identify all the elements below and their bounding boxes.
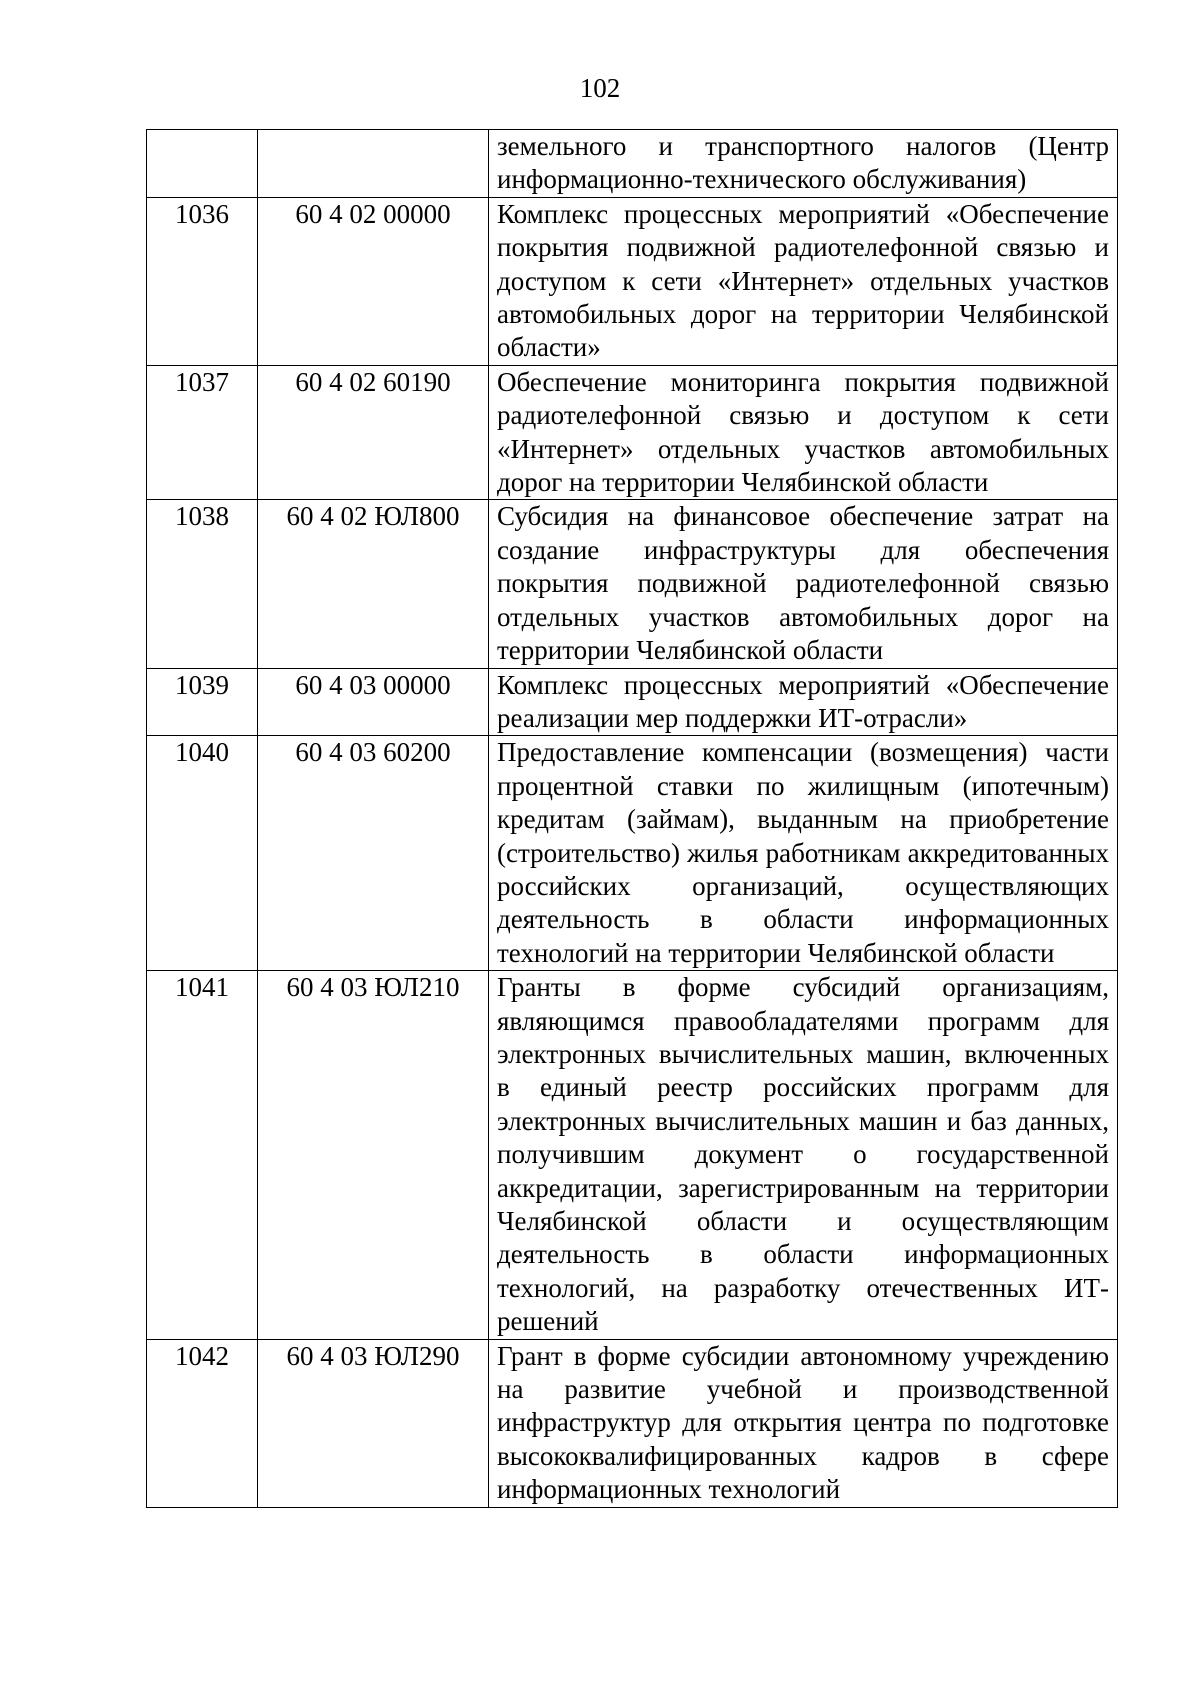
- row-number-cell: [147, 130, 258, 198]
- classification-code-cell: 60 4 03 ЮЛ210: [258, 971, 489, 1339]
- description-cell: Гранты в форме субсидий организациям, являющимся правообладателями программ для электронных вычислительных машин, включенных в единый реестр российских программ для электронных вычислительных машин и баз данных, получившим документ о государственной аккредитации, зарегистрированным на территории Челябинской области и осуществляющим деятельность в области информационных технологий, на разработку отечественных ИТ-решений: [489, 971, 1118, 1339]
- budget-classification-table: [146, 129, 1118, 1508]
- table-row: [147, 736, 1118, 971]
- description-cell: Грант в форме субсидии автономному учреждению на развитие учебной и производственной инфраструктур для открытия центра по подготовке высококвалифицированных кадров в сфере информационных технологий: [489, 1339, 1118, 1507]
- description-cell: Комплекс процессных мероприятий «Обеспечение покрытия подвижной радиотелефонной связью и доступом к сети «Интернет» отдельных участков автомобильных дорог на территории Челябинской области»: [489, 197, 1118, 365]
- classification-code-cell: 60 4 02 60190: [258, 365, 489, 500]
- table-row: [147, 1339, 1118, 1507]
- description-cell: Обеспечение мониторинга покрытия подвижной радиотелефонной связью и доступом к сети «Интернет» отдельных участков автомобильных дорог на территории Челябинской области: [489, 365, 1118, 500]
- classification-code-cell: 60 4 02 ЮЛ800: [258, 500, 489, 668]
- row-number-cell: 1040: [147, 736, 258, 971]
- table-row: [147, 365, 1118, 500]
- table-row: [147, 197, 1118, 365]
- classification-code-cell: 60 4 03 60200: [258, 736, 489, 971]
- row-number-cell: 1039: [147, 668, 258, 736]
- description-cell: земельного и транспортного налогов (Центр информационно-технического обслуживания): [489, 130, 1118, 198]
- description-cell: Субсидия на финансовое обеспечение затрат на создание инфраструктуры для обеспечения покрытия подвижной радиотелефонной связью отдельных участков автомобильных дорог на территории Челябинской области: [489, 500, 1118, 668]
- description-cell: Предоставление компенсации (возмещения) части процентной ставки по жилищным (ипотечным) кредитам (займам), выданным на приобретение (строительство) жилья работникам аккредитованных российских организаций, осуществляющих деятельность в области информационных технологий на территории Челябинской области: [489, 736, 1118, 971]
- table-row: [147, 130, 1118, 198]
- table-row: [147, 668, 1118, 736]
- table-row: [147, 500, 1118, 668]
- row-number-cell: 1037: [147, 365, 258, 500]
- table-row: [147, 971, 1118, 1339]
- page-number: 102: [579, 73, 621, 103]
- row-number-cell: 1041: [147, 971, 258, 1339]
- classification-code-cell: 60 4 02 00000: [258, 197, 489, 365]
- classification-code-cell: 60 4 03 ЮЛ290: [258, 1339, 489, 1507]
- row-number-cell: 1038: [147, 500, 258, 668]
- row-number-cell: 1036: [147, 197, 258, 365]
- classification-code-cell: 60 4 03 00000: [258, 668, 489, 736]
- description-cell: Комплекс процессных мероприятий «Обеспечение реализации мер поддержки ИТ-отрасли»: [489, 668, 1118, 736]
- classification-code-cell: [258, 130, 489, 198]
- row-number-cell: 1042: [147, 1339, 258, 1507]
